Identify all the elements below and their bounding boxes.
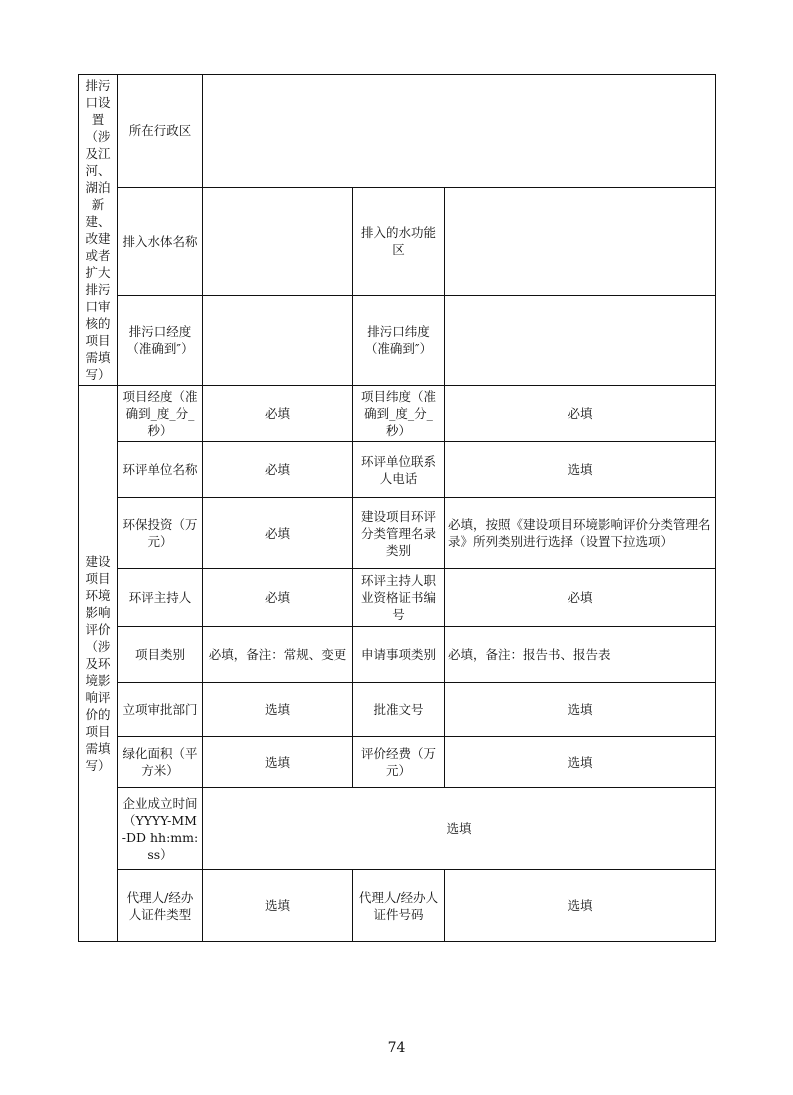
row-eia-host	[79, 569, 716, 627]
project-latitude-value[interactable]: 必填	[445, 386, 716, 442]
outlet-latitude-value[interactable]	[445, 295, 716, 385]
row-project-type	[79, 627, 716, 683]
eia-unit-name-label: 环评单位名称	[118, 442, 203, 498]
eia-category-label: 建设项目环评分类管理名录类别	[353, 498, 445, 569]
admin-region-value[interactable]	[203, 75, 716, 188]
eia-category-value[interactable]: 必填，按照《建设项目环境影响评价分类管理名录》所列类别进行选择（设置下拉选项）	[445, 498, 716, 569]
eia-host-value[interactable]: 必填	[203, 569, 353, 627]
eia-unit-name-value[interactable]: 必填	[203, 442, 353, 498]
outlet-longitude-value[interactable]	[203, 295, 353, 385]
water-function-value[interactable]	[445, 187, 716, 295]
admin-region-label: 所在行政区	[118, 75, 203, 188]
approval-dept-value[interactable]: 选填	[203, 683, 353, 737]
project-longitude-label: 项目经度（准确到_度_分_秒）	[118, 386, 203, 442]
application-type-label: 申请事项类别	[353, 627, 445, 683]
established-value[interactable]: 选填	[203, 788, 716, 870]
eia-host-cert-label: 环评主持人职业资格证书编号	[353, 569, 445, 627]
water-function-label: 排入的水功能区	[353, 187, 445, 295]
eia-unit-phone-value[interactable]: 选填	[445, 442, 716, 498]
water-body-value[interactable]	[203, 187, 353, 295]
approval-number-value[interactable]: 选填	[445, 683, 716, 737]
section-outlet-title: 排污口设置（涉及江河、湖泊新建、改建或者扩大排污口审核的项目需填写）	[79, 75, 118, 386]
row-water-body	[79, 187, 716, 295]
water-body-label: 排入水体名称	[118, 187, 203, 295]
agent-id-type-label: 代理人/经办人证件类型	[118, 870, 203, 942]
approval-dept-label: 立项审批部门	[118, 683, 203, 737]
row-outlet-coords	[79, 295, 716, 385]
eval-cost-label: 评价经费（万元）	[353, 737, 445, 788]
project-type-label: 项目类别	[118, 627, 203, 683]
row-investment	[79, 498, 716, 569]
env-investment-value[interactable]: 必填	[203, 498, 353, 569]
eia-unit-phone-label: 环评单位联系人电话	[353, 442, 445, 498]
row-established	[79, 788, 716, 870]
established-label: 企业成立时间（YYYY-MM-DD hh:mm:ss）	[118, 788, 203, 870]
agent-id-type-value[interactable]: 选填	[203, 870, 353, 942]
application-type-value[interactable]: 必填，备注：报告书、报告表	[445, 627, 716, 683]
agent-id-number-label: 代理人/经办人证件号码	[353, 870, 445, 942]
page-number: 74	[387, 1040, 406, 1056]
outlet-latitude-label: 排污口纬度（准确到″）	[353, 295, 445, 385]
approval-number-label: 批准文号	[353, 683, 445, 737]
green-area-label: 绿化面积（平方米）	[118, 737, 203, 788]
agent-id-number-value[interactable]: 选填	[445, 870, 716, 942]
eia-host-cert-value[interactable]: 必填	[445, 569, 716, 627]
row-approval	[79, 683, 716, 737]
outlet-longitude-label: 排污口经度（准确到″）	[118, 295, 203, 385]
eval-cost-value[interactable]: 选填	[445, 737, 716, 788]
project-type-value[interactable]: 必填，备注：常规、变更	[203, 627, 353, 683]
eia-host-label: 环评主持人	[118, 569, 203, 627]
row-admin-region	[79, 75, 716, 188]
project-longitude-value[interactable]: 必填	[203, 386, 353, 442]
project-latitude-label: 项目纬度（准确到_度_分_秒）	[353, 386, 445, 442]
row-project-coords	[79, 386, 716, 442]
row-green-area	[79, 737, 716, 788]
row-agent	[79, 870, 716, 942]
section-eia-title: 建设项目环境影响评价（涉及环境影响评价的项目需填写）	[79, 386, 118, 942]
form-table	[78, 74, 716, 942]
env-investment-label: 环保投资（万元）	[118, 498, 203, 569]
green-area-value[interactable]: 选填	[203, 737, 353, 788]
row-eia-unit	[79, 442, 716, 498]
